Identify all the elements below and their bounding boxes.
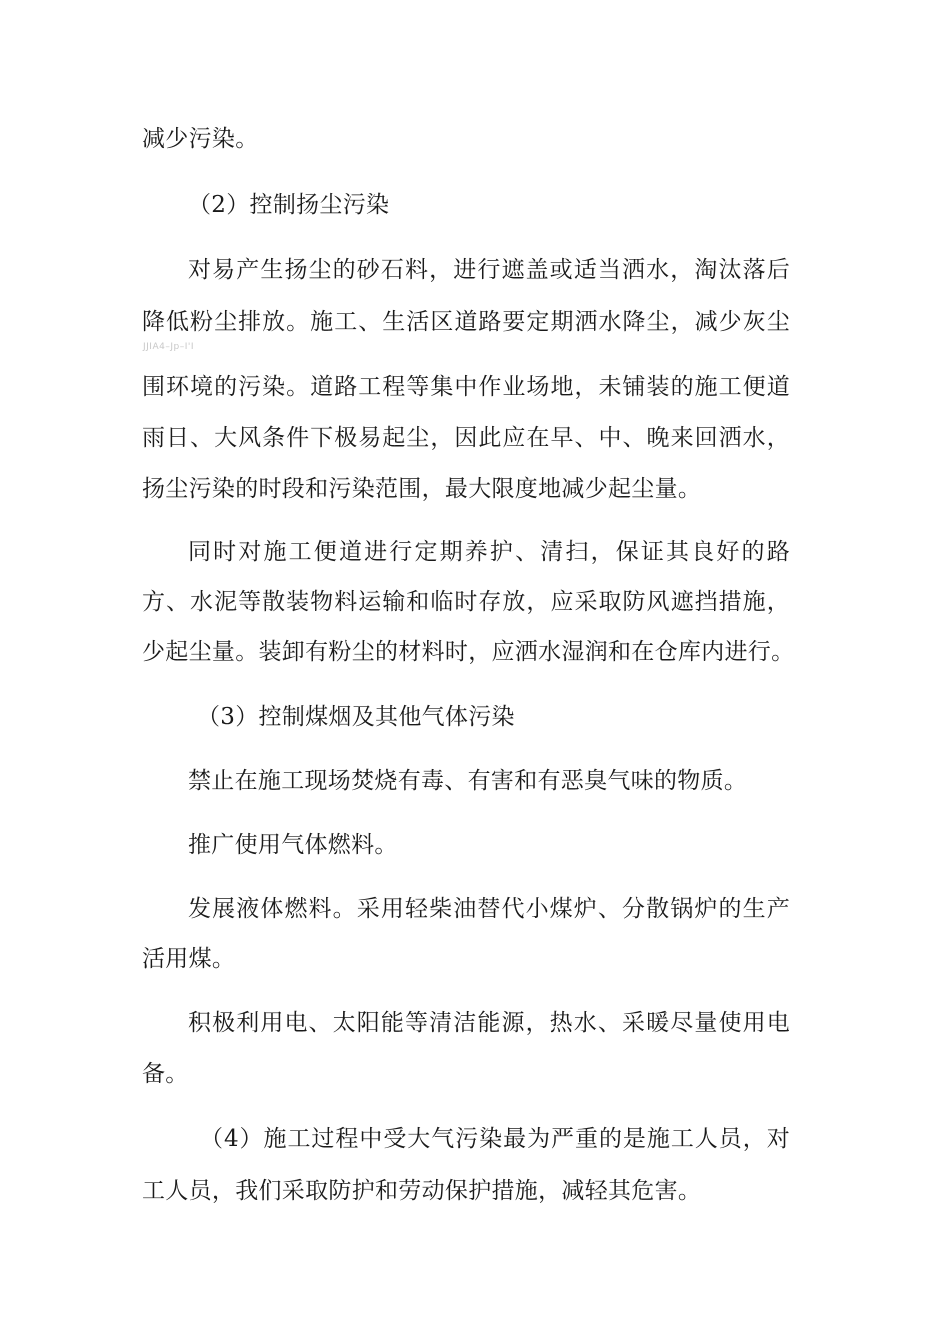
section-heading-2: （2）控制扬尘污染 [188, 192, 390, 218]
text-line-13: 推广使用气体燃料。 [188, 832, 398, 858]
text-line-12: 禁止在施工现场焚烧有毒、有害和有恶臭气味的物质。 [188, 768, 748, 794]
text-line-17: 备。 [142, 1061, 189, 1087]
text-line-4: 降低粉尘排放。施工、生活区道路要定期洒水降尘，减少灰尘 [142, 309, 790, 335]
section-heading-3: （3）控制煤烟及其他气体污染 [197, 704, 515, 730]
text-line-19: 工人员，我们采取防护和劳动保护措施，减轻其危害。 [142, 1178, 702, 1204]
text-line-1: 减少污染。 [142, 126, 259, 152]
text-line-3: 对易产生扬尘的砂石料，进行遮盖或适当洒水，淘汰落后 [188, 257, 790, 283]
text-line-10: 少起尘量。装卸有粉尘的材料时，应洒水湿润和在仓库内进行。 [142, 639, 795, 665]
text-line-14: 发展液体燃料。采用轻柴油替代小煤炉、分散锅炉的生产 [188, 896, 790, 922]
scan-artifact-text: JJIA4–Jp–I'I [143, 342, 194, 352]
text-line-5: 围环境的污染。道路工程等集中作业场地，未铺装的施工便道 [142, 374, 790, 400]
text-line-15: 活用煤。 [142, 946, 236, 972]
text-line-8: 同时对施工便道进行定期养护、清扫，保证其良好的路 [188, 539, 790, 565]
text-line-9: 方、水泥等散装物料运输和临时存放，应采取防风遮挡措施， [142, 589, 790, 615]
text-line-7: 扬尘污染的时段和污染范围，最大限度地减少起尘量。 [142, 476, 702, 502]
text-line-16: 积极利用电、太阳能等清洁能源，热水、采暖尽量使用电 [188, 1010, 790, 1036]
text-line-6: 雨日、大风条件下极易起尘，因此应在早、中、晚来回洒水， [142, 425, 790, 451]
section-heading-4: （4）施工过程中受大气污染最为严重的是施工人员，对 [200, 1126, 790, 1152]
